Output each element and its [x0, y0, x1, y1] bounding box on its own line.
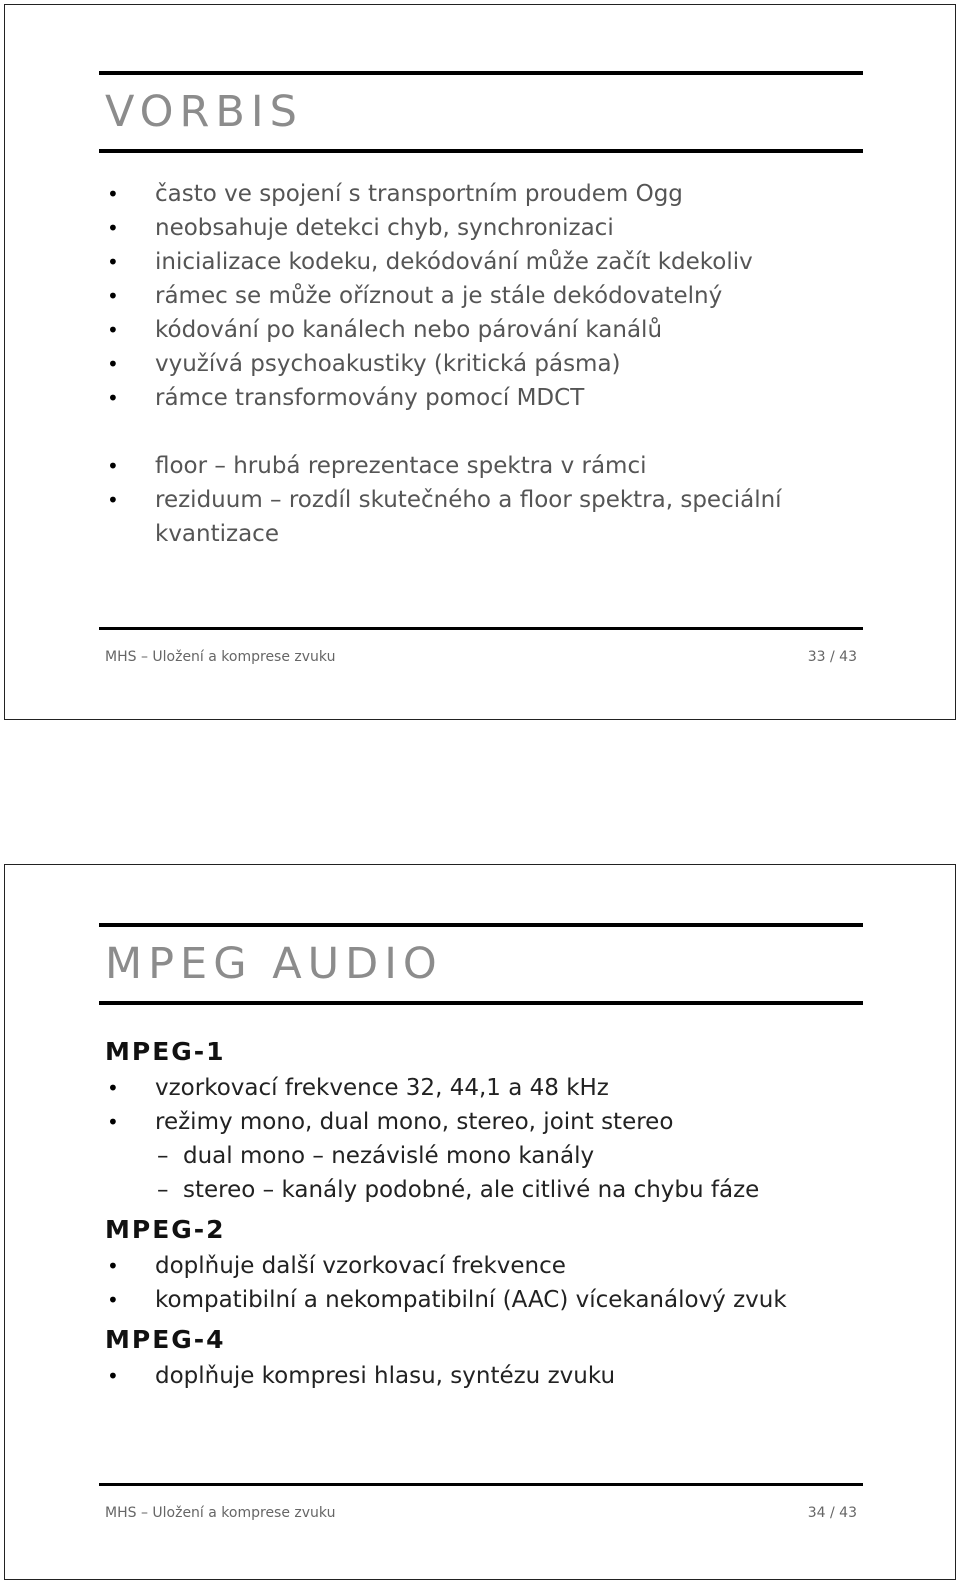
- list-item: • rámce transformovány pomocí MDCT: [105, 381, 845, 415]
- bullet-icon: •: [107, 454, 119, 478]
- footer-rule: [99, 1483, 863, 1486]
- spacer: [105, 415, 845, 449]
- section-heading: MPEG-2: [105, 1215, 226, 1244]
- list-item: • často ve spojení s transportním proudem Ogg: [105, 177, 845, 211]
- footer-rule: [99, 627, 863, 630]
- list-item: • inicializace kodeku, dekódování může začít kdekoliv: [105, 245, 845, 279]
- page-number: 34 / 43: [807, 1505, 857, 1521]
- list-item: • kódování po kanálech nebo párování kanálů: [105, 313, 845, 347]
- bullet-icon: •: [107, 1254, 119, 1278]
- page-number: 33 / 43: [807, 649, 857, 665]
- bullet-icon: •: [107, 250, 119, 274]
- bullet-icon: •: [107, 216, 119, 240]
- sub-list-item: – stereo – kanály podobné, ale citlivé na chybu fáze: [105, 1173, 845, 1207]
- bullet-icon: •: [107, 1364, 119, 1388]
- title-top-rule: [99, 923, 863, 927]
- slide-title: VORBIS: [105, 87, 303, 137]
- slide-footer: [105, 649, 857, 665]
- section-heading: MPEG-1: [105, 1037, 226, 1066]
- slide-body: [105, 177, 845, 551]
- title-bottom-rule: [99, 1001, 863, 1005]
- title-bottom-rule: [99, 149, 863, 153]
- list-item: • neobsahuje detekci chyb, synchronizaci: [105, 211, 845, 245]
- list-item: • reziduum – rozdíl skutečného a floor spektra, speciální kvantizace: [105, 483, 845, 551]
- dash-icon: –: [157, 1143, 169, 1169]
- bullet-icon: •: [107, 386, 119, 410]
- slide-body: [105, 1029, 845, 1393]
- bullet-icon: •: [107, 318, 119, 342]
- title-top-rule: [99, 71, 863, 75]
- list-item: • využívá psychoakustiky (kritická pásma): [105, 347, 845, 381]
- list-item: • doplňuje kompresi hlasu, syntézu zvuku: [105, 1359, 845, 1393]
- dash-icon: –: [157, 1177, 169, 1203]
- list-item: • režimy mono, dual mono, stereo, joint stereo: [105, 1105, 845, 1139]
- sub-list-item: – dual mono – nezávislé mono kanály: [105, 1139, 845, 1173]
- slide-34: [4, 864, 956, 1580]
- footer-course-title: MHS – Uložení a komprese zvuku: [105, 649, 336, 665]
- section-heading: MPEG-4: [105, 1325, 226, 1354]
- footer-course-title: MHS – Uložení a komprese zvuku: [105, 1505, 336, 1521]
- bullet-icon: •: [107, 488, 119, 512]
- list-item: • rámec se může oříznout a je stále dekódovatelný: [105, 279, 845, 313]
- bullet-icon: •: [107, 352, 119, 376]
- bullet-icon: •: [107, 1076, 119, 1100]
- list-item: • kompatibilní a nekompatibilní (AAC) vícekanálový zvuk: [105, 1283, 845, 1317]
- list-item: • doplňuje další vzorkovací frekvence: [105, 1249, 845, 1283]
- bullet-icon: •: [107, 1110, 119, 1134]
- slide-title: MPEG AUDIO: [105, 939, 443, 989]
- slide-33: [4, 4, 956, 720]
- bullet-icon: •: [107, 284, 119, 308]
- bullet-icon: •: [107, 1288, 119, 1312]
- list-item: • floor – hrubá reprezentace spektra v rámci: [105, 449, 845, 483]
- list-item: • vzorkovací frekvence 32, 44,1 a 48 kHz: [105, 1071, 845, 1105]
- slide-footer: [105, 1505, 857, 1521]
- bullet-icon: •: [107, 182, 119, 206]
